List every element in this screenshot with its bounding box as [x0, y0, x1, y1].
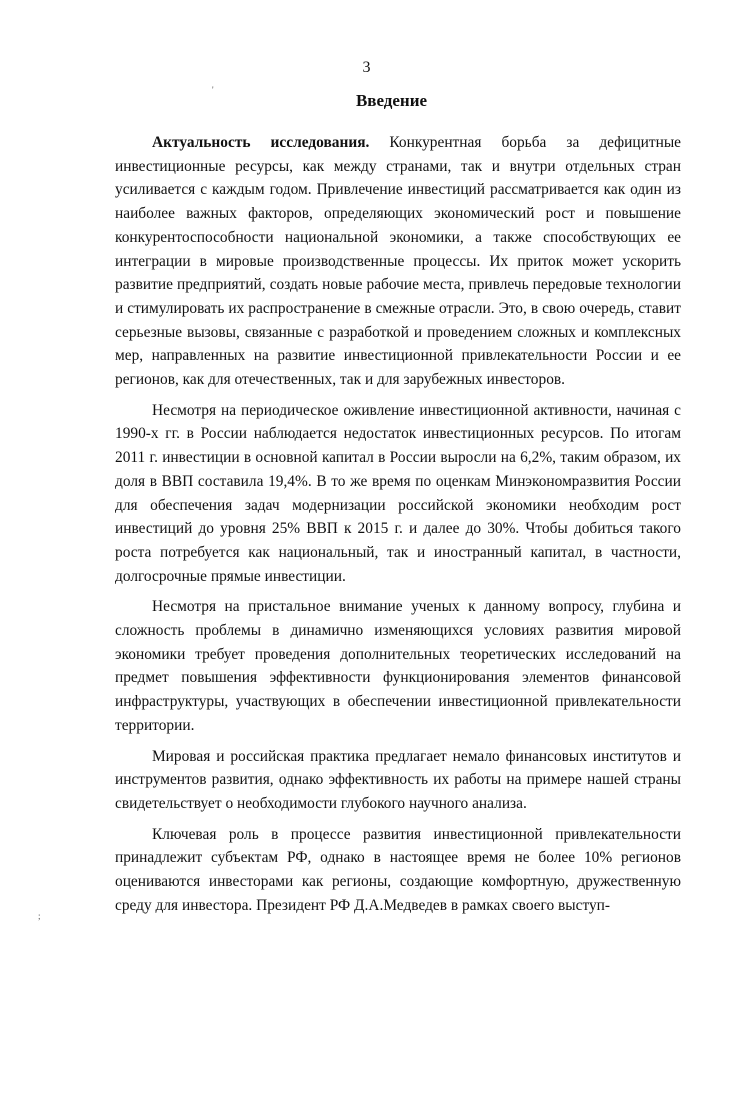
- scan-speck-left: ;: [38, 911, 41, 921]
- scan-speck-top: ': [212, 85, 214, 95]
- paragraph-investment-activity: Несмотря на периодическое оживление инвестиционной активности, начиная с 1990-х гг. в России наблюдается недостаток инвестиционных ресурсов. По итогам 2011 г. инвестиции в основной капитал в России выросли на 6,2%, таким образом, их доля в ВВП составила 19,4%. В то же время по оценкам Минэкономразвития России для обеспечения задач модернизации российской экономики необходим рост инвестиций до уровня 25% ВВП к 2015 г. и далее до 30%. Чтобы добиться такого роста потребуется как национальный, так и иностранный капитал, в частности, долгосрочные прямые инвестиции.: [115, 401, 681, 585]
- paragraph-research-attention: Несмотря на пристальное внимание ученых к данному вопросу, глубина и сложность проблемы в динамично изменяющихся условиях развития мировой экономики требует проведения дополнительных теоретических исследований на предмет повышения эффективности функционирования элементов финансовой инфраструктуры, участвующих в обеспечении инвестиционной привлекательности территории.: [115, 598, 681, 734]
- paragraph-world-practice: Мировая и российская практика предлагает немало финансовых институтов и инструментов развития, однако эффективность их работы на примере нашей страны свидетельствует о необходимости глубокого научного анализа.: [115, 747, 681, 812]
- paragraph-lead-heading: Актуальность исследования.: [152, 134, 370, 151]
- page-number: 3: [362, 59, 371, 76]
- paragraph-text: Конкурентная борьба за дефицитные инвестиционные ресурсы, как между странами, так и внутри отдельных стран усиливается с каждым годом. Привлечение инвестиций рассматривается как один из наиболее важных факторов, определяющих экономический рост и повышение конкурентоспособности национальной экономики, а также способствующих ее интеграции в мировые производственные процессы. Их приток может ускорить развитие предприятий, создать новые рабочие места, привлечь передовые технологии и стимулировать их распространение в смежные отрасли. Это, в свою очередь, ставит серьезные вызовы, связанные с разработкой и проведением сложных и комплексных мер, направленных на развитие инвестиционной привлекательности России и ее регионов, как для отечественных, так и для зарубежных инвесторов.: [115, 134, 682, 389]
- paragraph-relevance: [115, 131, 681, 392]
- paragraph-key-role: Ключевая роль в процессе развития инвестиционной привлекательности принадлежит субъектам РФ, однако в настоящее время не более 10% регионов оцениваются инвесторами как регионы, создающие комфортную, дружественную среду для инвестора. Президент РФ Д.А.Медведев в рамках своего выступ-: [115, 825, 681, 914]
- document-body: [115, 131, 681, 925]
- page-title: Введение: [355, 91, 428, 110]
